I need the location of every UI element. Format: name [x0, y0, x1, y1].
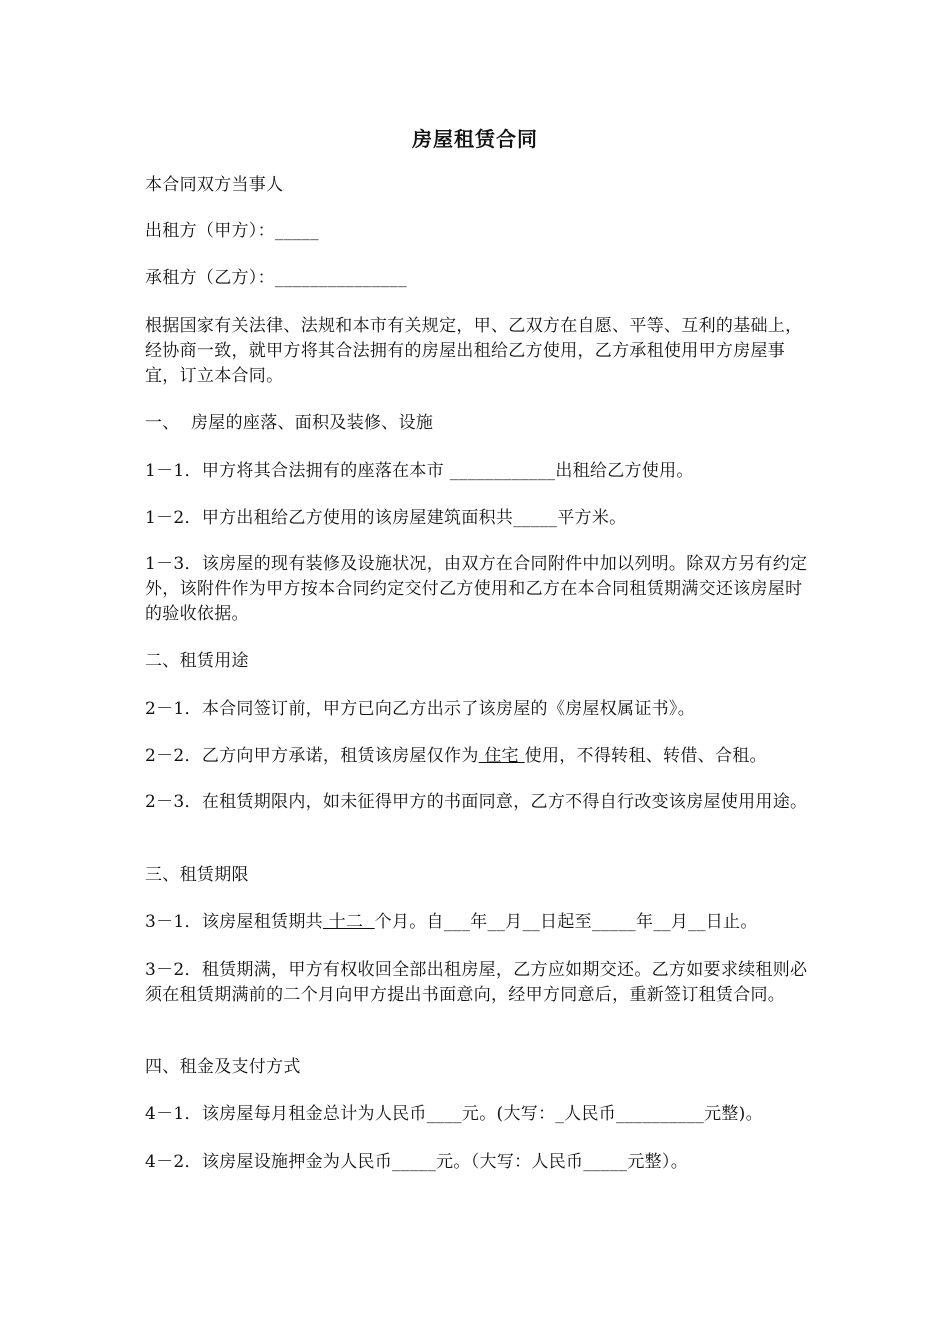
clause-4-2: 4－2．该房屋设施押金为人民币_____元。（大写：人民币_____元整）。: [145, 1152, 689, 1172]
clause-4-1: 4－1．该房屋每月租金总计为人民币____元。(大写：_人民币__________元整)。: [145, 1104, 763, 1124]
section-3-heading: 三、租赁期限: [145, 865, 249, 885]
lessor-line: 出租方（甲方）：_____: [145, 221, 319, 241]
parties-intro: 本合同双方当事人: [145, 175, 284, 195]
preamble-paragraph: 根据国家有关法律、法规和本市有关规定，甲、乙双方在自愿、平等、互利的基础上，经协商一致，就甲方将其合法拥有的房屋出租给乙方使用，乙方承租使用甲方房屋事宜，订立本合同。: [145, 316, 803, 386]
clause-2-3: 2－3．在租赁期限内，如未征得甲方的书面同意，乙方不得自行改变该房屋使用用途。: [145, 792, 808, 812]
clause-2-2-tail: 使用，不得转租、转借、合租。: [524, 746, 767, 766]
clause-2-1: 2－1．本合同签订前，甲方已向乙方出示了该房屋的《房屋权属证书》。: [145, 699, 696, 719]
lessee-line: 承租方（乙方）：_______________: [145, 268, 407, 288]
clause-1-1: 1－1．甲方将其合法拥有的座落在本市 ____________出租给乙方使用。: [145, 461, 694, 481]
document-title: 房屋租赁合同: [412, 127, 538, 151]
clause-2-2: [145, 744, 810, 769]
clause-3-1-text: 3－1．该房屋租赁期共: [145, 912, 323, 932]
section-4-heading: 四、租金及支付方式: [145, 1057, 301, 1077]
section-1-heading: 一、 房屋的座落、面积及装修、设施: [145, 413, 434, 433]
clause-1-3: 1－3．该房屋的现有装修及设施状况，由双方在合同附件中加以列明。除双方另有约定外，该附件作为甲方按本合同约定交付乙方使用和乙方在本合同租赁期满交还该房屋时的验收依据。: [145, 554, 808, 624]
section-2-heading: 二、租赁用途: [145, 651, 249, 671]
clause-3-2: 3－2．租赁期满，甲方有权收回全部出租房屋，乙方应如期交还。乙方如要求续租则必须在租赁期满前的二个月向甲方提出书面意向，经甲方同意后，重新签订租赁合同。: [145, 960, 808, 1005]
clause-1-2: 1－2．甲方出租给乙方使用的该房屋建筑面积共_____平方米。: [145, 508, 627, 528]
lease-months-value: 十二: [322, 912, 375, 932]
usage-value: 住宅: [478, 746, 525, 766]
clause-3-1-tail: 个月。自___年__月__日起至_____年__月__日止。: [374, 912, 758, 932]
clause-2-2-text: 2－2．乙方向甲方承诺，租赁该房屋仅作为: [145, 746, 479, 766]
clause-3-1: [145, 910, 810, 935]
